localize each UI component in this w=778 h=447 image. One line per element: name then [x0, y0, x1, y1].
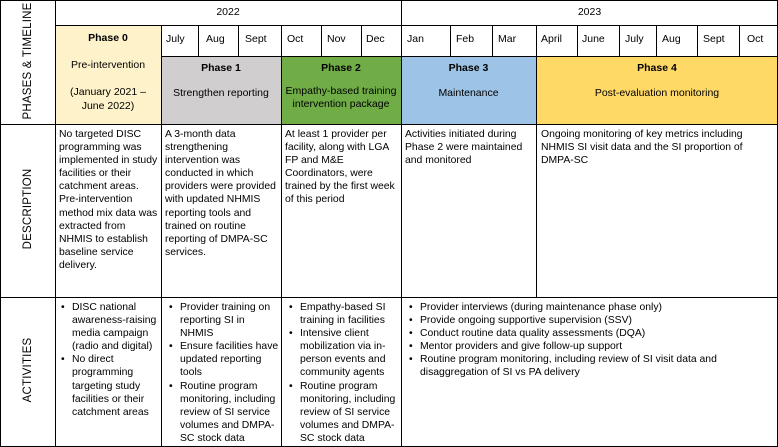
phase-4-title: Phase 4	[637, 62, 677, 74]
list-item: • Intensive client mobilization via in-person events and community agents	[287, 327, 399, 379]
month-label: April	[541, 33, 563, 45]
list-item: • Provide ongoing supportive supervision (SSV)	[407, 314, 773, 327]
month-label: Feb	[456, 33, 475, 45]
phase-1-activities	[167, 301, 279, 445]
month-label: Sept	[245, 33, 267, 45]
list-item: • Provider interviews (during maintenance phase only)	[407, 301, 773, 314]
month-label: Sept	[703, 33, 725, 45]
phase-4-description: Ongoing monitoring of key metrics including NHMIS SI visit data and the SI proportion of DMPA-SC	[541, 129, 743, 167]
phase-1-title: Phase 1	[201, 62, 241, 74]
month-label: Dec	[366, 33, 385, 45]
row-label-activities: ACTIVITIES	[22, 337, 34, 403]
month-label: July	[625, 33, 644, 45]
phase-0-activities	[59, 301, 159, 419]
list-item: • Mentor providers and give follow-up support	[407, 340, 773, 353]
phase-1-subtitle: Strengthen reporting	[173, 87, 269, 99]
month-label: Aug	[662, 33, 681, 45]
phase-2-activities	[287, 301, 399, 445]
phase-4-subtitle: Post-evaluation monitoring	[594, 87, 720, 99]
month-label: Oct	[747, 33, 764, 45]
phase-2-title: Phase 2	[321, 62, 361, 74]
phase-2-description: At least 1 provider per facility, along with LGA FP and M&E Coordinators, were trained by the first week of this period	[285, 129, 395, 206]
month-label: Oct	[287, 33, 304, 45]
year-2022: 2022	[216, 6, 240, 18]
row-label-description: DESCRIPTION	[22, 168, 34, 250]
list-item: • No direct programming targeting study facilities or their catchment areas	[59, 353, 159, 418]
month-label: Aug	[206, 33, 225, 45]
phase-3-title: Phase 3	[448, 62, 489, 74]
list-item: • Empathy-based SI training in facilities	[287, 301, 399, 327]
month-label: July	[166, 33, 185, 45]
phase-0-description: No targeted DISC programming was implemented in study facilities or their catchment areas. Pre-intervention method mix data was extracted from NHMIS to establish baseline service delivery.	[59, 129, 158, 271]
phase-3-4-activities	[407, 301, 773, 380]
list-item: • Routine program monitoring, including review of SI service volumes and DMPA-SC stock data	[167, 380, 279, 445]
list-item: • DISC national awareness-raising media campaign (radio and digital)	[59, 301, 159, 353]
phase-3-description: Activities initiated during Phase 2 were maintained and monitored	[405, 129, 523, 167]
list-item: • Provider training on reporting SI in NHMIS	[167, 301, 279, 340]
phase-1-description: A 3-month data strengthening intervention was conducted in which providers were provided with updated NHMIS reporting tools and trained on routine reporting of DMPA-SC services.	[165, 129, 276, 258]
list-item: • Routine program monitoring, including review of SI service volumes and DMPA-SC stock data	[287, 380, 399, 445]
row-label-phases-timeline: PHASES & TIMELINE	[22, 2, 34, 120]
list-item: • Routine program monitoring, including review of SI visit data and disaggregation of SI vs PA delivery	[407, 353, 773, 379]
phase-0-dates: (January 2021 – June 2022)	[70, 86, 146, 112]
phase-2-subtitle: Empathy-based training intervention package	[285, 85, 397, 110]
month-label: Mar	[498, 33, 517, 45]
year-2023: 2023	[577, 6, 602, 18]
phase-3-subtitle: Maintenance	[438, 87, 499, 99]
list-item: • Ensure facilities have updated reporting tools	[167, 340, 279, 379]
phase-0-subtitle: Pre-intervention	[70, 59, 146, 71]
month-label: June	[582, 33, 605, 45]
month-label: Nov	[327, 33, 346, 45]
month-label: Jan	[407, 33, 424, 45]
list-item: • Conduct routine data quality assessments (DQA)	[407, 327, 773, 340]
phase-0-title: Phase 0	[88, 32, 128, 44]
